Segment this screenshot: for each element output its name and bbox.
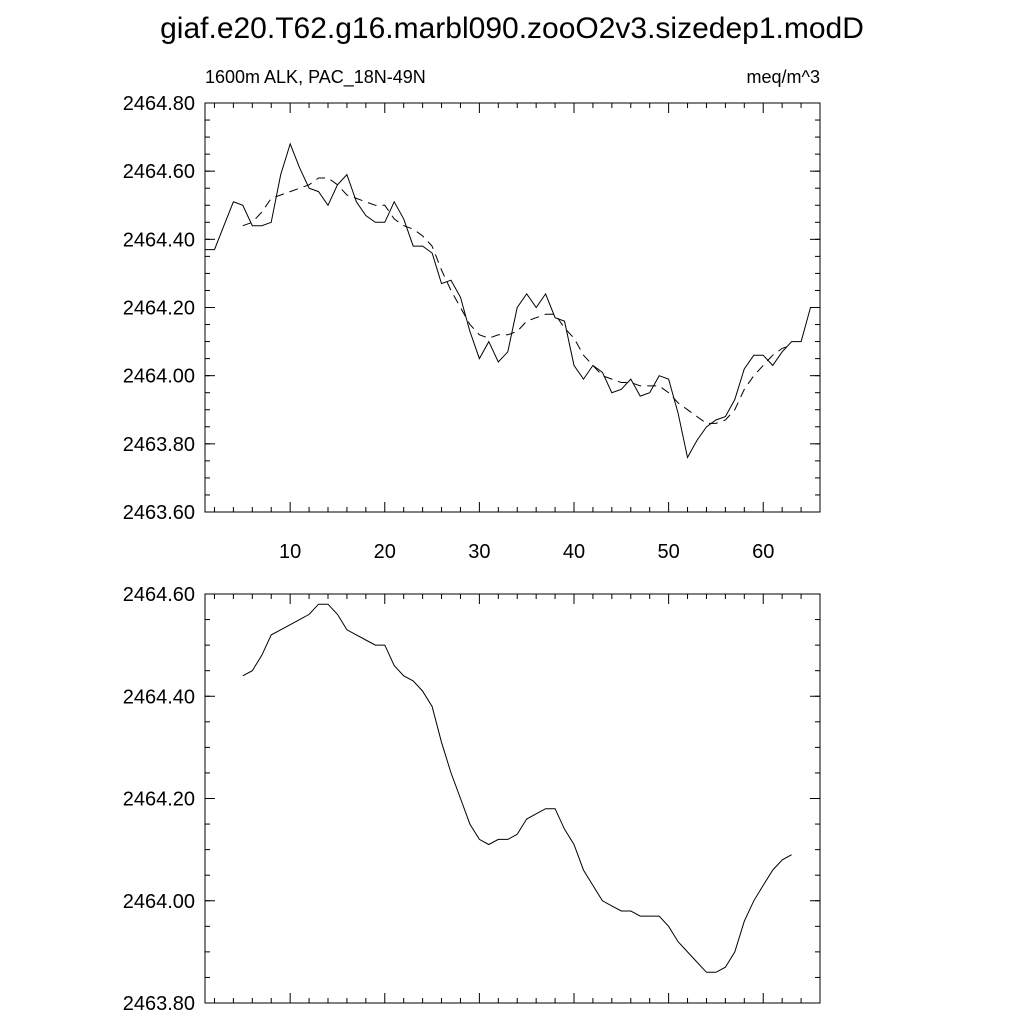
- top-xtick-label: 60: [752, 541, 775, 563]
- top-xtick-label: 50: [657, 541, 680, 563]
- bottom-panel: [123, 584, 820, 1015]
- top-plot-frame: [205, 103, 820, 512]
- bottom-plot-marks: [123, 584, 820, 1015]
- top-left-label: 1600m ALK, PAC_18N-49N: [205, 67, 426, 87]
- top-xtick-label: 10: [279, 541, 302, 563]
- bottom-ytick-label: 2464.40: [122, 686, 195, 709]
- bottom-plot-frame: [205, 594, 820, 1003]
- top-plot-marks: [123, 93, 820, 563]
- top-series-smoothed-line-1: [243, 178, 792, 423]
- top-series-line-0: [205, 144, 820, 458]
- top-ytick-label: 2464.80: [122, 93, 195, 115]
- top-ytick-label: 2463.60: [122, 502, 195, 524]
- top-ytick-label: 2464.40: [122, 229, 195, 252]
- top-xtick-label: 20: [373, 541, 396, 563]
- bottom-series-line-0: [243, 604, 792, 972]
- top-ytick-label: 2463.80: [122, 433, 195, 456]
- figure-title: giaf.e20.T62.g16.marbl090.zooO2v3.sizedep1.modD: [160, 12, 864, 45]
- top-panel: [123, 67, 820, 563]
- top-ytick-label: 2464.00: [122, 365, 195, 388]
- bottom-ytick-label: 2464.20: [122, 788, 195, 811]
- top-ytick-label: 2464.60: [122, 161, 195, 184]
- bottom-ytick-label: 2464.60: [122, 584, 195, 606]
- bottom-ytick-label: 2464.00: [122, 890, 195, 913]
- top-xtick-label: 40: [562, 541, 586, 563]
- top-right-label: meq/m^3: [746, 67, 820, 87]
- bottom-ytick-label: 2463.80: [122, 993, 195, 1015]
- top-ytick-label: 2464.20: [122, 297, 195, 320]
- top-xtick-label: 30: [468, 541, 491, 563]
